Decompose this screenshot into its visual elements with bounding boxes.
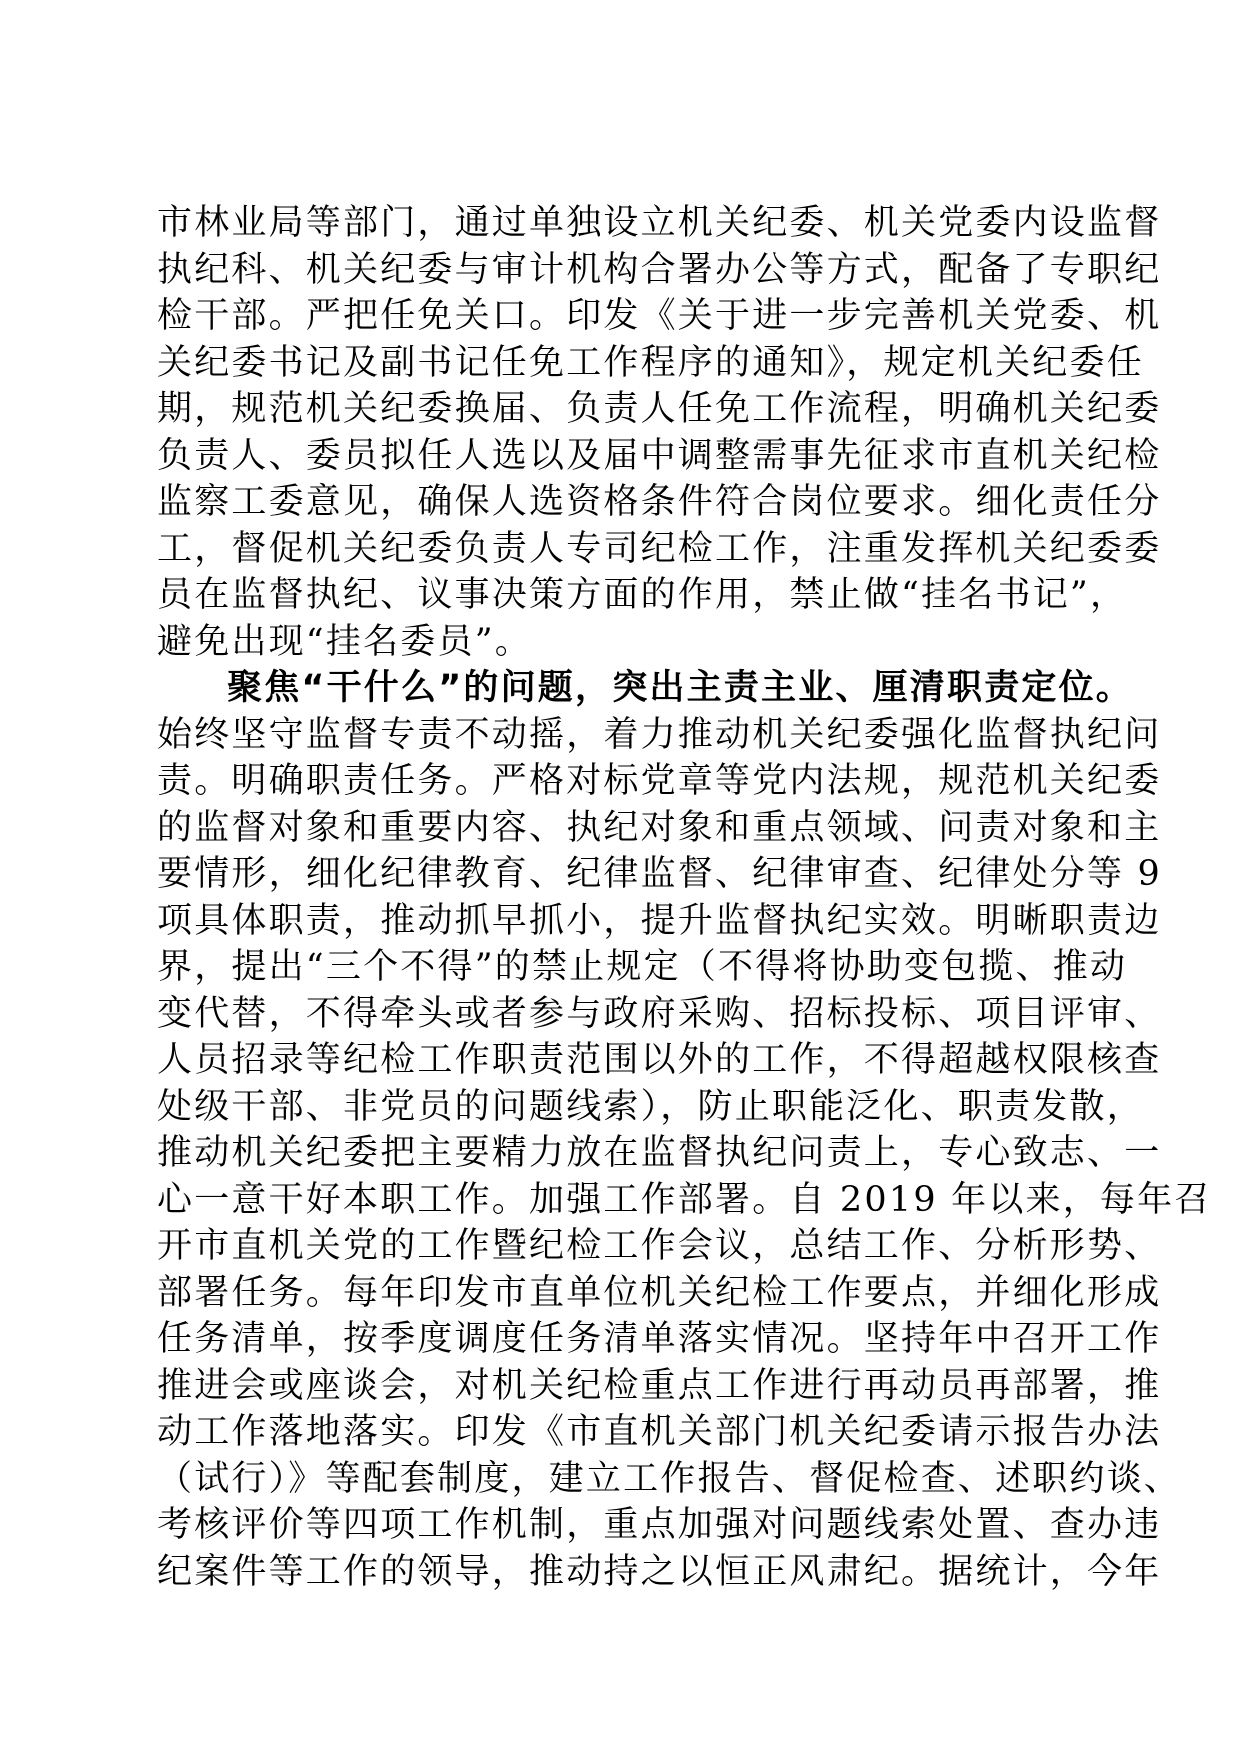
text-line: 避免出现“挂名委员”。 (157, 621, 532, 662)
text-line: 推进会或座谈会，对机关纪检重点工作进行再动员再部署，推 (157, 1365, 1162, 1406)
text-line: 推动机关纪委把主要精力放在监督执纪问责上，专心致志、一 (157, 1133, 1162, 1173)
text-line: 人员招录等纪检工作职责范围以外的工作，不得超越权限核查 (157, 1040, 1162, 1080)
text-line: 的监督对象和重要内容、执纪对象和重点领域、问责对象和主 (157, 807, 1162, 848)
text-line: 执纪科、机关纪委与审计机构合署办公等方式，配备了专职纪 (157, 249, 1162, 290)
text-line: 工，督促机关纪委负责人专司纪检工作，注重发挥机关纪委委 (157, 528, 1162, 569)
text-line: 市林业局等部门，通过单独设立机关纪委、机关党委内设监督 (157, 203, 1162, 243)
section-heading (157, 665, 1134, 712)
text-line: 员在监督执纪、议事决策方面的作用，禁止做“挂名书记”， (157, 575, 1128, 615)
text-line: 心一意干好本职工作。加强工作部署。自 2019 年以来，每年召 (157, 1179, 1212, 1220)
text-line: 要情形，细化纪律教育、纪律监督、纪律审查、纪律处分等 9 (157, 854, 1162, 894)
text-line: 开市直机关党的工作暨纪检工作会议，总结工作、分析形势、 (157, 1226, 1162, 1266)
text-line: 检干部。严把任免关口。印发《关于进一步完善机关党委、机 (157, 296, 1162, 336)
text-line: 项具体职责，推动抓早抓小，提升监督执纪实效。明晰职责边 (157, 900, 1162, 941)
text-line: 监察工委意见，确保人选资格条件符合岗位要求。细化责任分 (157, 482, 1162, 522)
document-body (157, 200, 1212, 1595)
text-line: 处级干部、非党员的问题线索），防止职能泛化、职责发散， (157, 1086, 1144, 1127)
text-line: 始终坚守监督专责不动摇，着力推动机关纪委强化监督执纪问 (157, 714, 1162, 755)
text-line: 任务清单，按季度调度任务清单落实情况。坚持年中召开工作 (157, 1319, 1162, 1359)
text-line: 考核评价等四项工作机制，重点加强对问题线索处置、查办违 (157, 1505, 1162, 1545)
text-line: 关纪委书记及副书记任免工作程序的通知》，规定机关纪委任 (157, 342, 1144, 383)
text-line: 变代替，不得牵头或者参与政府采购、招标投标、项目评审、 (157, 993, 1162, 1034)
text-line: 界，提出“三个不得”的禁止规定（不得将协助变包揽、推动 (157, 947, 1128, 987)
text-line: 纪案件等工作的领导，推动持之以恒正风肃纪。据统计，今年 (157, 1551, 1162, 1592)
text-line: 期，规范机关纪委换届、负责人任免工作流程，明确机关纪委 (157, 389, 1162, 429)
text-line: （试行）》等配套制度，建立工作报告、督促检查、述职约谈、 (157, 1458, 1182, 1499)
text-line: 责。明确职责任务。严格对标党章等党内法规，规范机关纪委 (157, 761, 1162, 801)
text-line: 负责人、委员拟任人选以及届中调整需事先征求市直机关纪检 (157, 435, 1162, 476)
text-line: 动工作落地落实。印发《市直机关部门机关纪委请示报告办法 (157, 1412, 1162, 1452)
text-line: 部署任务。每年印发市直单位机关纪检工作要点，并细化形成 (157, 1272, 1162, 1313)
section-heading-text: 聚焦“干什么”的问题，突出主责主业、厘清职责定位。 (227, 668, 1134, 708)
